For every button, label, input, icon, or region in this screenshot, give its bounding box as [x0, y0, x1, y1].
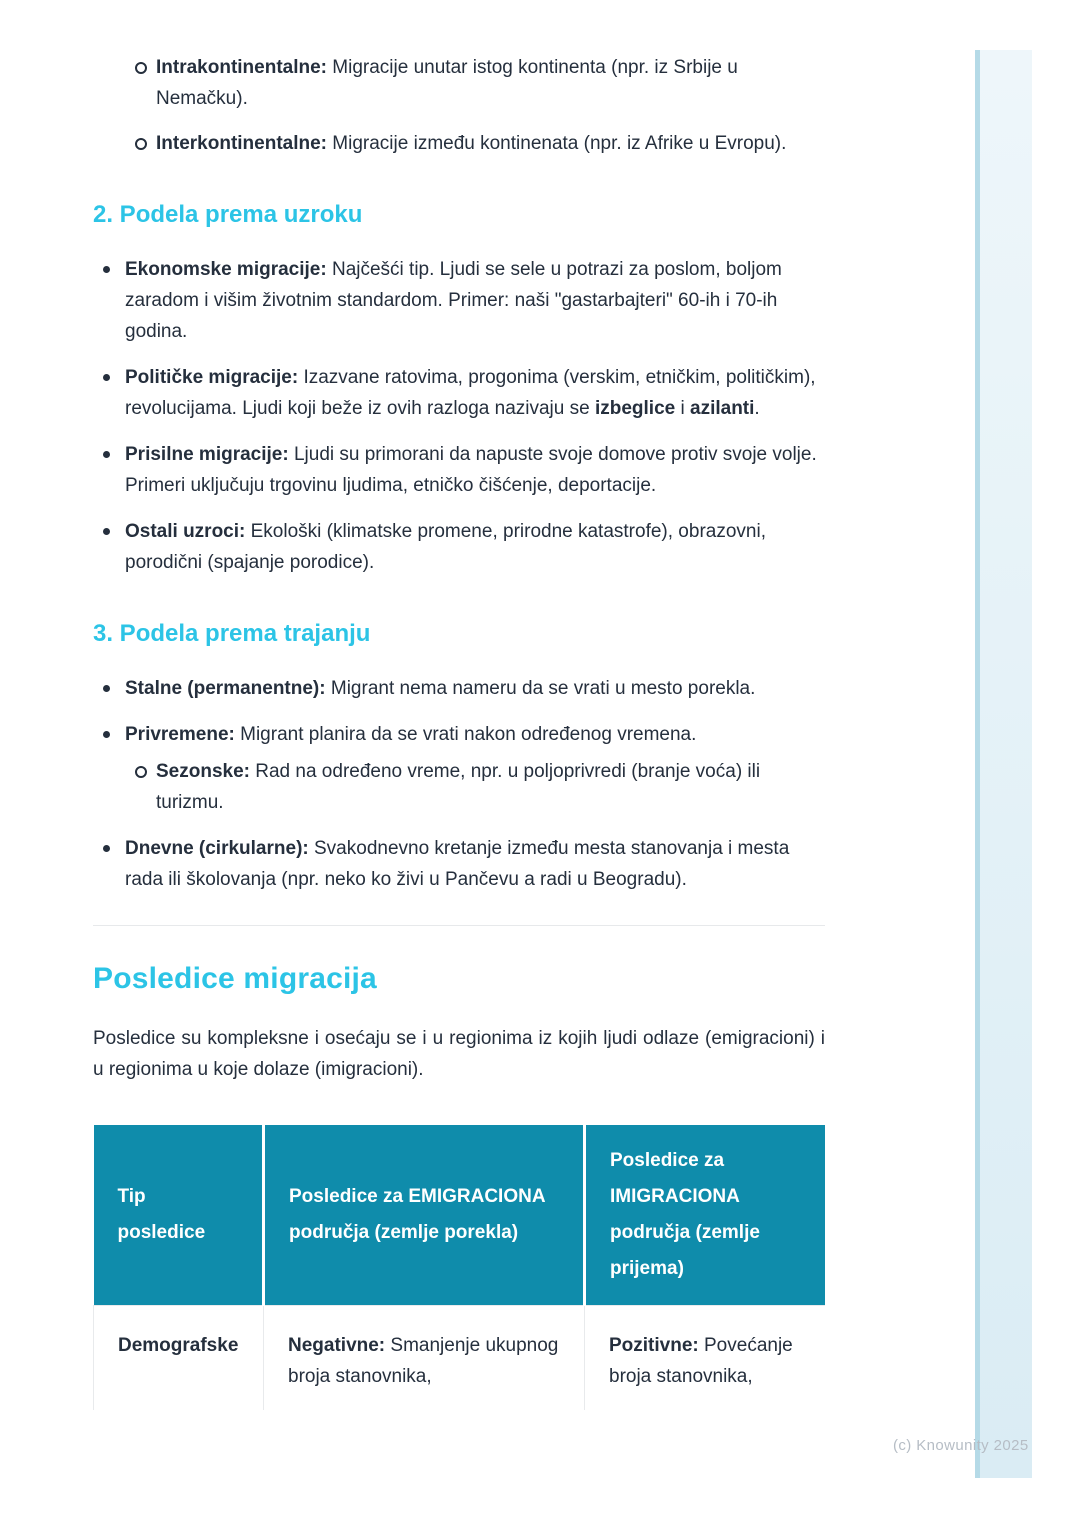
table-header-row: [94, 1125, 826, 1306]
list-item: [93, 516, 825, 578]
list-item-text: Interkontinentalne: Migracije između kontinenata (npr. iz Afrike u Evropu).: [156, 133, 787, 154]
list-item: [93, 52, 825, 114]
table-header-immigration: Posledice za IMIGRACIONA područja (zemlje prijema): [585, 1125, 826, 1306]
list-item: [93, 719, 825, 818]
list-item-text: Ekonomske migracije: Najčešći tip. Ljudi se sele u potrazi za poslom, boljom zaradom i višim životnim standardom. Primer: naši "gastarbajteri" 60-ih i 70-ih godina.: [125, 259, 782, 342]
sub-list: [125, 756, 825, 818]
copyright-watermark: (c) Knowunity 2025: [893, 1437, 1029, 1454]
list-item: [93, 362, 825, 424]
list-item-text: Stalne (permanentne): Migrant nema nameru da se vrati u mesto porekla.: [125, 678, 756, 699]
list-item-text: Dnevne (cirkularne): Svakodnevno kretanje između mesta stanovanja i mesta rada ili školovanja (npr. neko ko živi u Pančevu a radi u Beogradu).: [125, 838, 790, 890]
section-heading-duration: 3. Podela prema trajanju: [93, 620, 371, 647]
list-item: [93, 833, 825, 895]
list-item: [93, 128, 825, 159]
table-cell-emigration: Negativne: Smanjenje ukupnog broja stanovnika,: [264, 1306, 585, 1411]
list-item: [93, 439, 825, 501]
list-item-text: Privremene: Migrant planira da se vrati nakon određenog vremena.: [125, 724, 697, 745]
consequences-intro-paragraph: Posledice su kompleksne i osećaju se i u regionima iz kojih ljudi odlaze (emigracioni) i u regionima u koje dolaze (imigracioni).: [93, 1028, 825, 1080]
page-title-consequences: Posledice migracija: [93, 962, 377, 995]
page-edge-strip: [975, 50, 1032, 1478]
list-item: [93, 673, 825, 704]
duration-list: [93, 673, 825, 895]
sub-list-item: [125, 756, 825, 818]
document-content: [93, 0, 825, 1410]
table-cell-type: [94, 1306, 264, 1411]
continent-type-list: [93, 0, 825, 159]
section-heading-cause: 2. Podela prema uzroku: [93, 201, 363, 228]
list-item: [93, 254, 825, 347]
list-item-text: Ostali uzroci: Ekološki (klimatske promene, prirodne katastrofe), obrazovni, porodični (spajanje porodice).: [125, 521, 766, 573]
cause-list: [93, 254, 825, 578]
list-item-text: Prisilne migracije: Ljudi su primorani da napuste svoje domove protiv svoje volje. Primeri uključuju trgovinu ljudima, etničko čišćenje, deportacije.: [125, 444, 817, 496]
list-item-text: Političke migracije: Izazvane ratovima, progonima (verskim, etničkim, političkim), revolucijama. Ljudi koji beže iz ovih razloga nazivaju se izbeglice i azilanti.: [125, 367, 816, 419]
table-header-emigration: Posledice za EMIGRACIONA područja (zemlje porekla): [264, 1125, 585, 1306]
row-type-label: Demografske: [118, 1335, 239, 1356]
table-cell-immigration: Pozitivne: Povećanje broja stanovnika,: [585, 1306, 826, 1411]
consequences-table-wrapper: [93, 1125, 825, 1410]
section-divider: [93, 925, 825, 926]
list-item-text: Intrakontinentalne: Migracije unutar istog kontinenta (npr. iz Srbije u Nemačku).: [156, 57, 738, 109]
consequences-table: [93, 1125, 825, 1410]
table-row: [94, 1306, 826, 1411]
sub-list-item-text: Sezonske: Rad na određeno vreme, npr. u poljoprivredi (branje voća) ili turizmu.: [156, 761, 761, 813]
table-header-type: Tip posledice: [94, 1125, 264, 1306]
